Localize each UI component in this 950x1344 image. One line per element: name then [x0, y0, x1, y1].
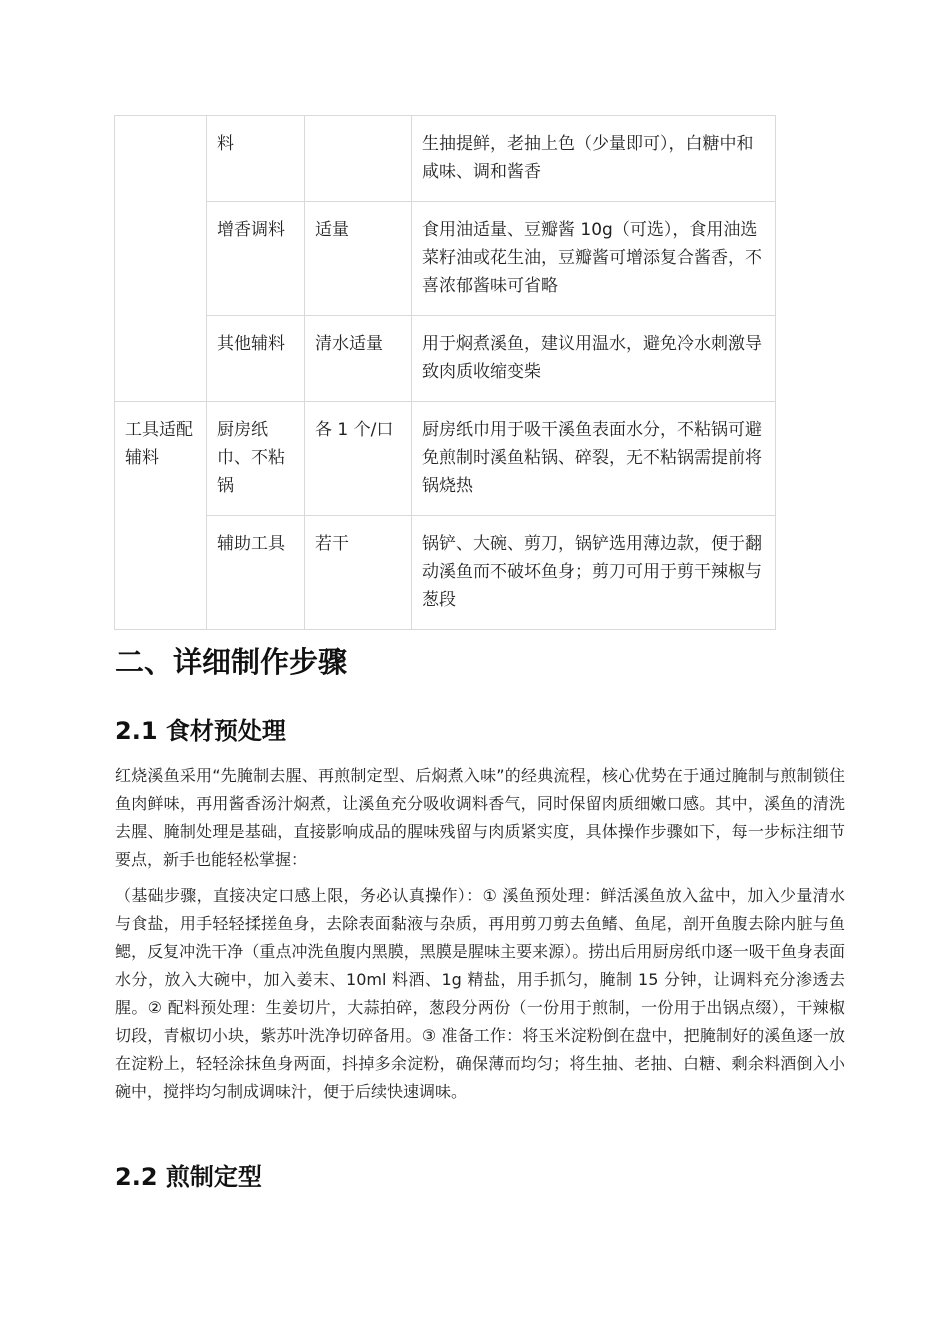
table-row: [115, 316, 776, 402]
table-cell-amount: [305, 116, 412, 202]
table-cell-note: 食用油适量、豆瓣酱 10g（可选），食用油选菜籽油或花生油，豆瓣酱可增添复合酱香，不喜浓郁酱味可省略: [412, 202, 776, 316]
table-cell-item: 厨房纸巾、不粘锅: [207, 402, 305, 516]
intro-paragraph: 红烧溪鱼采用“先腌制去腥、再煎制定型、后焖煮入味”的经典流程，核心优势在于通过腌制与煎制锁住鱼肉鲜味，再用酱香汤汁焖煮，让溪鱼充分吸收调料香气，同时保留肉质细嫩口感。其中，溪鱼的清洗去腥、腌制处理是基础，直接影响成品的腥味残留与肉质紧实度，具体操作步骤如下，每一步标注细节要点，新手也能轻松掌握：: [115, 766, 845, 869]
table-cell-note: 生抽提鲜，老抽上色（少量即可），白糖中和咸味、调和酱香: [412, 116, 776, 202]
table-cell-note: 厨房纸巾用于吸干溪鱼表面水分，不粘锅可避免煎制时溪鱼粘锅、碎裂，无不粘锅需提前将锅烧热: [412, 402, 776, 516]
table-cell-amount: 各 1 个/口: [305, 402, 412, 516]
subsection-heading-frying: 2.2 煎制定型: [115, 1163, 262, 1191]
subsection-heading-preprocessing: 2.1 食材预处理: [115, 717, 286, 745]
table-row: [115, 402, 776, 516]
table-cell-item: 增香调料: [207, 202, 305, 316]
table-row: [115, 116, 776, 202]
table-cell-category: 工具适配辅料: [115, 402, 207, 630]
steps-paragraph: （基础步骤，直接决定口感上限，务必认真操作）：① 溪鱼预处理：鲜活溪鱼放入盆中，加入少量清水与食盐，用手轻轻揉搓鱼身，去除表面黏液与杂质，再用剪刀剪去鱼鳍、鱼尾，剖开鱼腹去除内脏与鱼鳃，反复冲洗干净（重点冲洗鱼腹内黑膜，黑膜是腥味主要来源）。捞出后用厨房纸巾逐一吸干鱼身表面水分，放入大碗中，加入姜末、10ml 料酒、1g 精盐，用手抓匀，腌制 15 分钟，让调料充分渗透去腥。② 配料预处理：生姜切片，大蒜拍碎，葱段分两份（一份用于煎制，一份用于出锅点缀），干辣椒切段，青椒切小块，紫苏叶洗净切碎备用。③ 准备工作：将玉米淀粉倒在盘中，把腌制好的溪鱼逐一放在淀粉上，轻轻涂抹鱼身两面，抖掉多余淀粉，确保薄而均匀；将生抽、老抽、白糖、剩余料酒倒入小碗中，搅拌均匀制成调味汁，便于后续快速调味。: [115, 886, 845, 1101]
table-cell-amount: 适量: [305, 202, 412, 316]
table-row: [115, 516, 776, 630]
table-cell-item: 辅助工具: [207, 516, 305, 630]
table-cell-amount: 若干: [305, 516, 412, 630]
table-cell-amount: 清水适量: [305, 316, 412, 402]
table-cell-note: 锅铲、大碗、剪刀，锅铲选用薄边款，便于翻动溪鱼而不破坏鱼身；剪刀可用于剪干辣椒与葱段: [412, 516, 776, 630]
table-cell-item: 其他辅料: [207, 316, 305, 402]
ingredients-table: [114, 115, 776, 630]
table-cell-note: 用于焖煮溪鱼，建议用温水，避免冷水刺激导致肉质收缩变柴: [412, 316, 776, 402]
table-cell-category: [115, 116, 207, 402]
table-cell-item: 料: [207, 116, 305, 202]
table-row: [115, 202, 776, 316]
section-heading: 二、详细制作步骤: [115, 645, 348, 679]
